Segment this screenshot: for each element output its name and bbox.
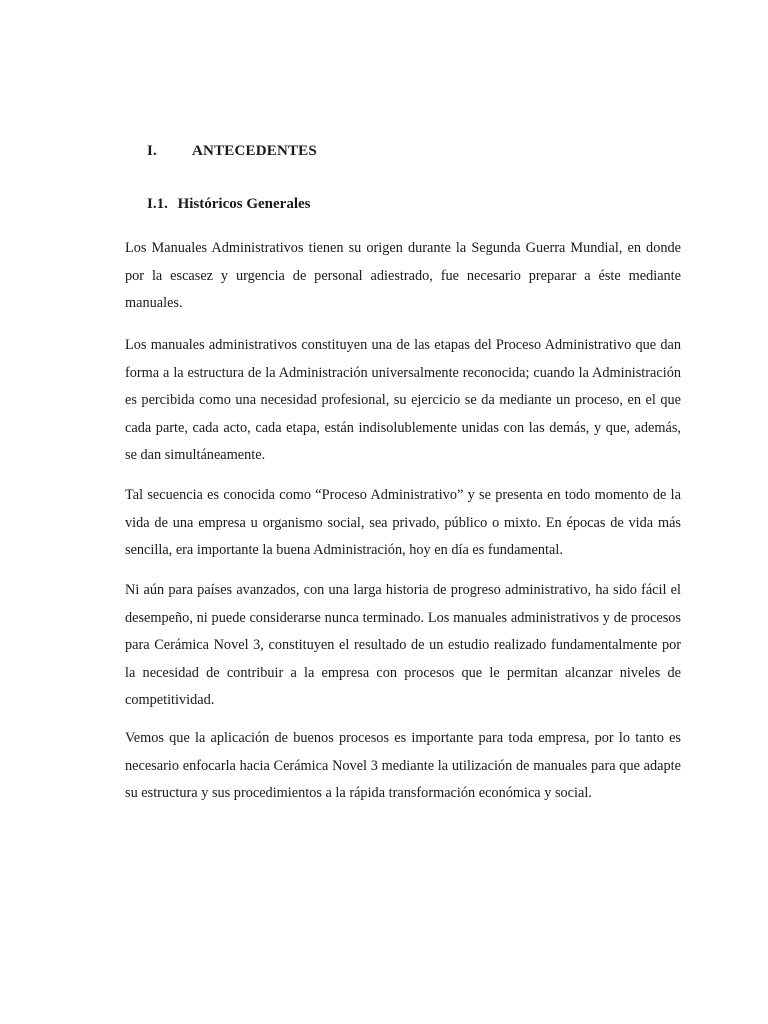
section-title: ANTECEDENTES [192, 143, 317, 159]
subsection-heading [147, 196, 310, 213]
subsection-number: I.1. [147, 196, 168, 212]
paragraph-5: Vemos que la aplicación de buenos procesos es importante para toda empresa, por lo tanto es necesario enfocarla hacia Cerámica Novel 3 mediante la utilización de manuales para que adapte su estructura y sus procedimientos a la rápida transformación económica y social. [125, 730, 681, 801]
subsection-title: Históricos Generales [177, 196, 311, 212]
paragraph-1: Los Manuales Administrativos tienen su origen durante la Segunda Guerra Mundial, en donde por la escasez y urgencia de personal adiestrado, fue necesario preparar a éste mediante manuales. [125, 240, 681, 311]
section-heading [147, 143, 317, 160]
paragraph-3: Tal secuencia es conocida como “Proceso Administrativo” y se presenta en todo momento de la vida de una empresa u organismo social, sea privado, público o mixto. En épocas de vida más sencilla, era importante la buena Administración, hoy en día es fundamental. [125, 487, 681, 558]
section-number: I. [147, 143, 157, 159]
paragraph-4: Ni aún para países avanzados, con una larga historia de progreso administrativo, ha sido fácil el desempeño, ni puede considerarse nunca terminado. Los manuales administrativos y de procesos para Cerámica Novel 3, constituyen el resultado de un estudio realizado fundamentalmente por la necesidad de contribuir a la empresa con procesos que le permitan alcanzar niveles de competitividad. [125, 582, 681, 708]
paragraph-2: Los manuales administrativos constituyen una de las etapas del Proceso Administrativo que dan forma a la estructura de la Administración universalmente reconocida; cuando la Administración es percibida como una necesidad profesional, su ejercicio se da mediante un proceso, en el que cada parte, cada acto, cada etapa, están indisolublemente unidas con las demás, y que, además, se dan simultáneamente. [125, 337, 681, 463]
